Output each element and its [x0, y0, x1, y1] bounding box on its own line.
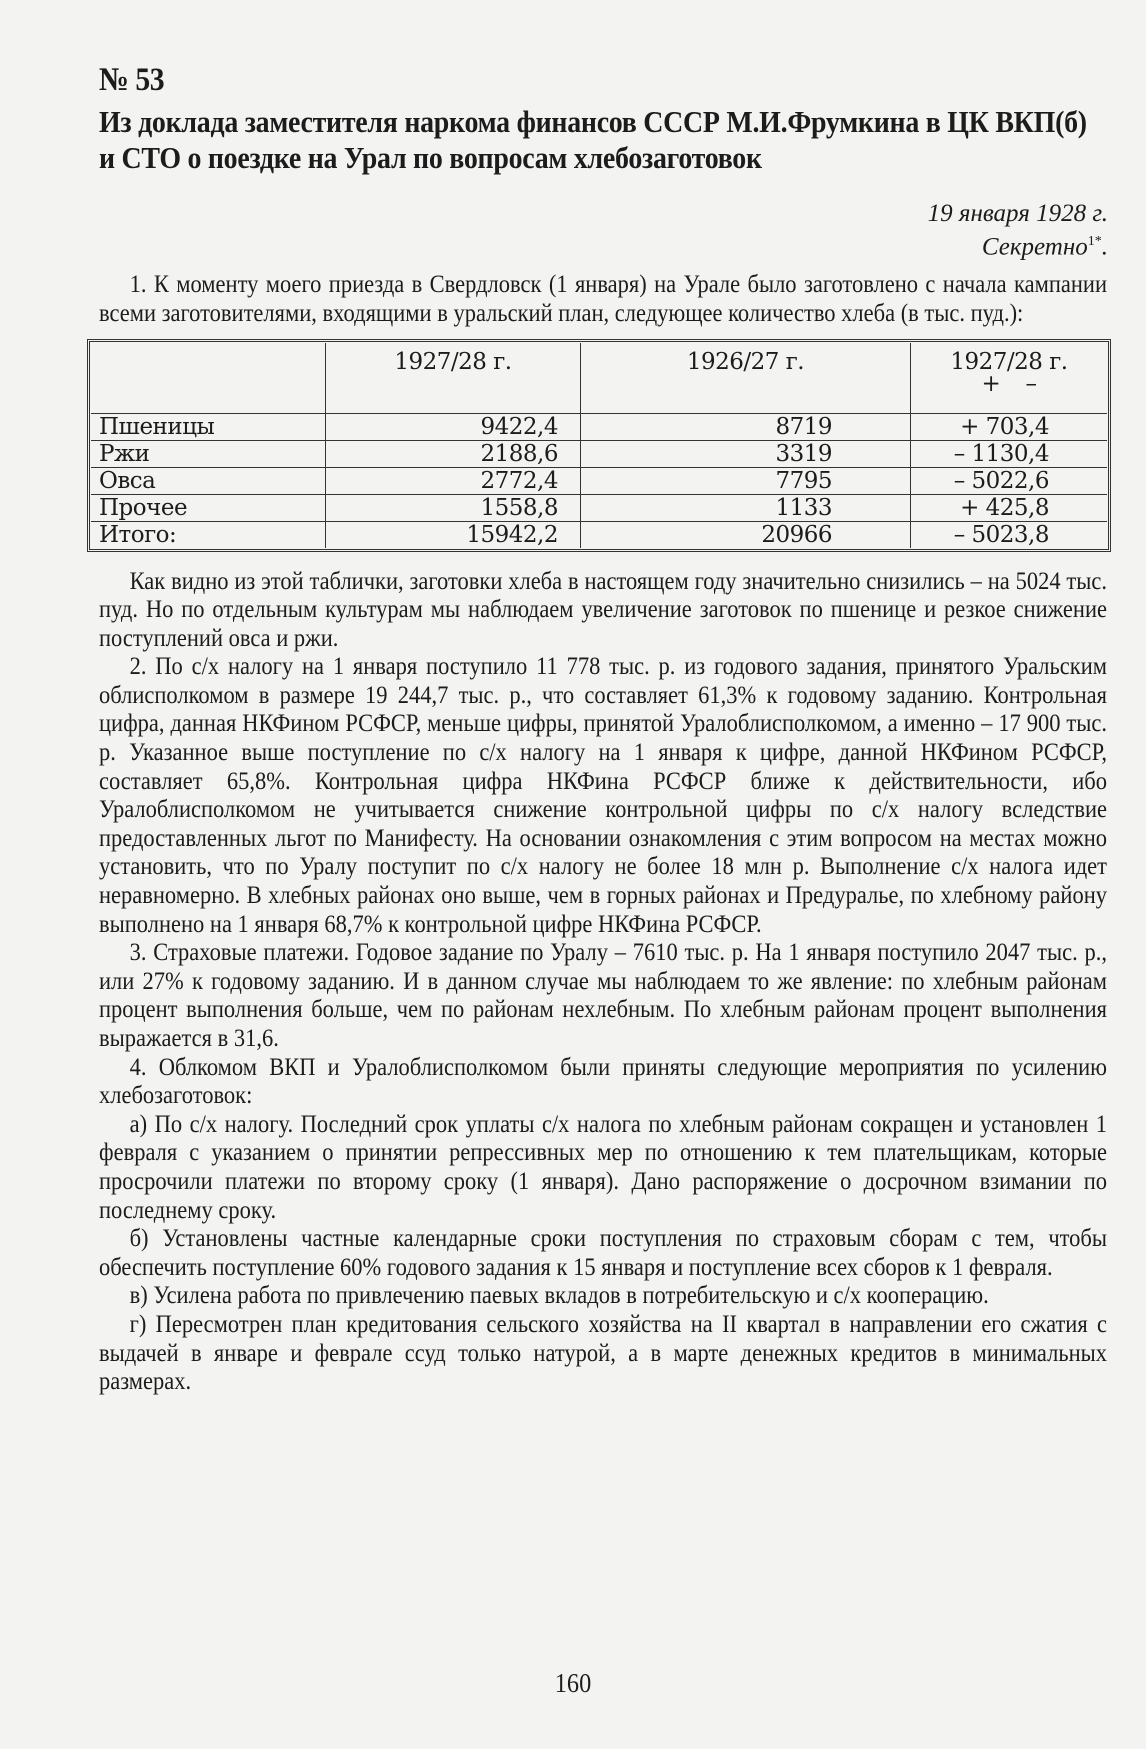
paragraph-5: 4. Облкомом ВКП и Уралоблисполкомом были приняты следующие мероприятия по усилению хлебозаготовок: [99, 1053, 1108, 1110]
minus-sign: – [1025, 370, 1037, 397]
document-classification: Секретно$^{1*}$. [981, 233, 1108, 261]
document-page [99, 60, 1108, 1397]
footnote-marker: 1* [1087, 234, 1102, 249]
document-title: Из доклада заместителя наркома финансов СССР М.И.Фрумкина в ЦК ВКП(б) и СТО о поездке на Урал по вопросам хлебозаготовок [99, 104, 1087, 175]
header-1927-28: 1927/28 г. [326, 343, 581, 414]
table-row: Овса 2772,4 7795 – 5022,6 [91, 467, 1107, 494]
table-row-total: Итого: 15942,2 20966 – 5023,8 [91, 521, 1107, 548]
paragraph-2: Как видно из этой таблички, заготовки хлеба в настоящем году значительно снизились – на 5024 тыс. пуд. Но по отдельным культурам мы наблюдаем увеличение заготовок по пшенице и резкое снижение поступлений овса и ржи. [99, 567, 1108, 652]
grain-table-frame [87, 339, 1111, 552]
body-text [99, 568, 1108, 1397]
paragraph-7: б) Установлены частные календарные сроки поступления по страховым сборам с тем, чтобы обеспечить поступление 60% годового задания к 15 января и поступление всех сборов к 1 февраля. [99, 1225, 1108, 1281]
table-row: Ржи 2188,6 3319 – 1130,4 [91, 440, 1107, 467]
paragraph-4: 3. Страховые платежи. Годовое задание по Уралу – 7610 тыс. р. На 1 января поступило 2047 тыс. р., или 27% к годовому заданию. И в данном случае мы наблюдаем то же явление: по хлебным районам процент выполнения больше, чем по районам нехлебным. По хлебным районам процент выполнения выражается в 31,6. [99, 939, 1108, 1053]
plus-sign: + [981, 370, 1001, 397]
table-row: Прочее 1558,8 1133 + 425,8 [91, 494, 1107, 521]
document-date: 19 января 1928 г. [927, 200, 1108, 227]
paragraph-6: а) По с/х налогу. Последний срок уплаты с/х налога по хлебным районам сокращен и установлен 1 февраля с указанием о принятии репрессивных мер по отношению к тем плательщикам, которые просрочили платежи по второму сроку (1 января). Дано распоряжение о досрочном взимании по последнему сроку. [99, 1110, 1108, 1224]
table-header-row [91, 343, 1107, 414]
grain-procurement-table [91, 343, 1107, 548]
table-row: Пшеницы 9422,4 8719 + 703,4 [91, 413, 1107, 440]
header-1926-27: 1926/27 г. [581, 343, 911, 414]
paragraph-9: г) Пересмотрен план кредитования сельского хозяйства на II квартал в направлении его сжатия с выдачей в январе и феврале ссуд только натурой, а в марте денежных кредитов в минимальных размерах. [99, 1310, 1108, 1396]
header-difference: 1927/28 г. + – [911, 343, 1108, 414]
page-number: 160 [554, 1668, 592, 1698]
paragraph-1: 1. К моменту моего приезда в Свердловск (1 января) на Урале было заготовлено с начала кампании всеми заготовителями, входящими в уральский план, следующее количество хлеба (в тыс. пуд.): [99, 271, 1108, 327]
paragraph-3: 2. По с/х налогу на 1 января поступило 11 778 тыс. р. из годового задания, принятого Уральским облисполкомом в размере 19 244,7 тыс. р., что составляет 61,3% к годовому заданию. Контрольная цифра, данная НКФином РСФСР, меньше цифры, принятой Уралоблисполкомом, а именно – 17 900 тыс. р. Указанное выше поступление по с/х налогу на 1 января к цифре, данной НКФином РСФСР, составляет 65,8%. Контрольная цифра НКФина РСФСР ближе к действительности, ибо Уралоблисполкомом не учитывается снижение контрольной цифры по с/х налогу вследствие предоставленных льгот по Манифесту. На основании ознакомления с этим вопросом на местах можно установить, что по Уралу поступит по с/х налогу не более 18 млн р. Выполнение с/х налога идет неравномерно. В хлебных районах оно выше, чем в горных районах и Предуралье, по хлебному району выполнено на 1 января 68,7% к контрольной цифре НКФина РСФСР. [99, 653, 1108, 938]
document-meta [99, 200, 1108, 261]
header-name [91, 343, 326, 414]
document-number: № 53 [99, 62, 165, 98]
paragraph-8: в) Усилена работа по привлечению паевых вкладов в потребительскую и с/х кооперацию. [129, 1282, 989, 1310]
